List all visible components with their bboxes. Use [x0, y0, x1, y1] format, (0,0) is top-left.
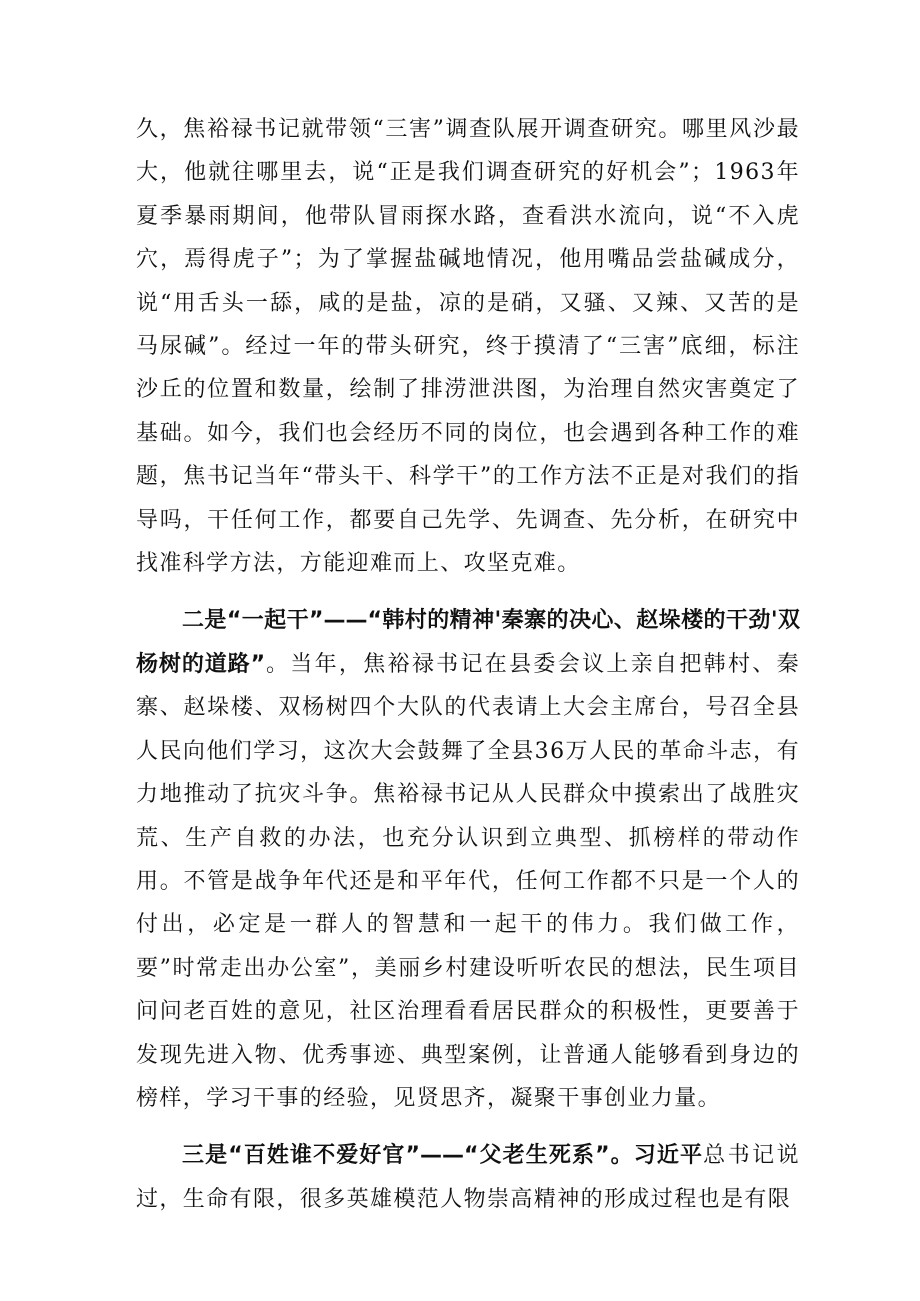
- paragraph-1: [136, 108, 800, 585]
- paragraph-3-heading: 三是“百姓谁不爱好官”——“父老生死系”。习近平: [182, 1143, 704, 1169]
- document-page: [136, 108, 800, 1221]
- paragraph-2: [136, 599, 800, 1120]
- paragraph-2-text: 。当年，焦裕禄书记在县委会议上亲自把韩村、秦寨、赵垛楼、双杨树四个大队的代表请上大会主席台，号召全县人民向他们学习，这次大会鼓舞了全县36万人民的革命斗志，有力地推动了抗灾斗争。焦裕禄书记从人民群众中摸索出了战胜灾荒、生产自救的办法，也充分认识到立典型、抓榜样的带动作用。不管是战争年代还是和平年代，任何工作都不只是一个人的付出，必定是一群人的智慧和一起干的伟力。我们做工作，要”时常走出办公室”，美丽乡村建设听听农民的想法，民生项目问问老百姓的意见，社区治理看看居民群众的积极性，更要善于发现先进入物、优秀事迹、典型案例，让普通人能够看到身边的榜样，学习干事的经验，见贤思齐，凝聚干事创业力量。: [136, 651, 800, 1111]
- paragraph-3: [136, 1134, 800, 1221]
- paragraph-2-heading: 二是“一起干”——“韩村的精神'秦寨的决心、赵垛楼的干劲'双杨树的道路”: [136, 608, 800, 677]
- paragraph-1-text: 久，焦裕禄书记就带领“三害”调查队展开调查研究。哪里风沙最大，他就往哪里去，说“正是我们调查研究的好机会”；1963年夏季暴雨期间，他带队冒雨探水路，查看洪水流向，说“不入虎穴，焉得虎子”；为了掌握盐碱地情况，他用嘴品尝盐碱成分，说“用舌头一舔，咸的是盐，凉的是硝，又骚、又辣、又苦的是马尿碱”。经过一年的带头研究，终于摸清了“三害”底细，标注沙丘的位置和数量，绘制了排涝泄洪图，为治理自然灾害奠定了基础。如今，我们也会经历不同的岗位，也会遇到各种工作的难题，焦书记当年“带头干、科学干”的工作方法不正是对我们的指导吗，干任何工作，都要自己先学、先调查、先分析，在研究中找准科学方法，方能迎难而上、攻坚克难。: [136, 117, 800, 577]
- paragraph-3-text: 总书记说过，生命有限，很多英雄模范人物崇高精神的形成过程也是有限: [136, 1143, 800, 1212]
